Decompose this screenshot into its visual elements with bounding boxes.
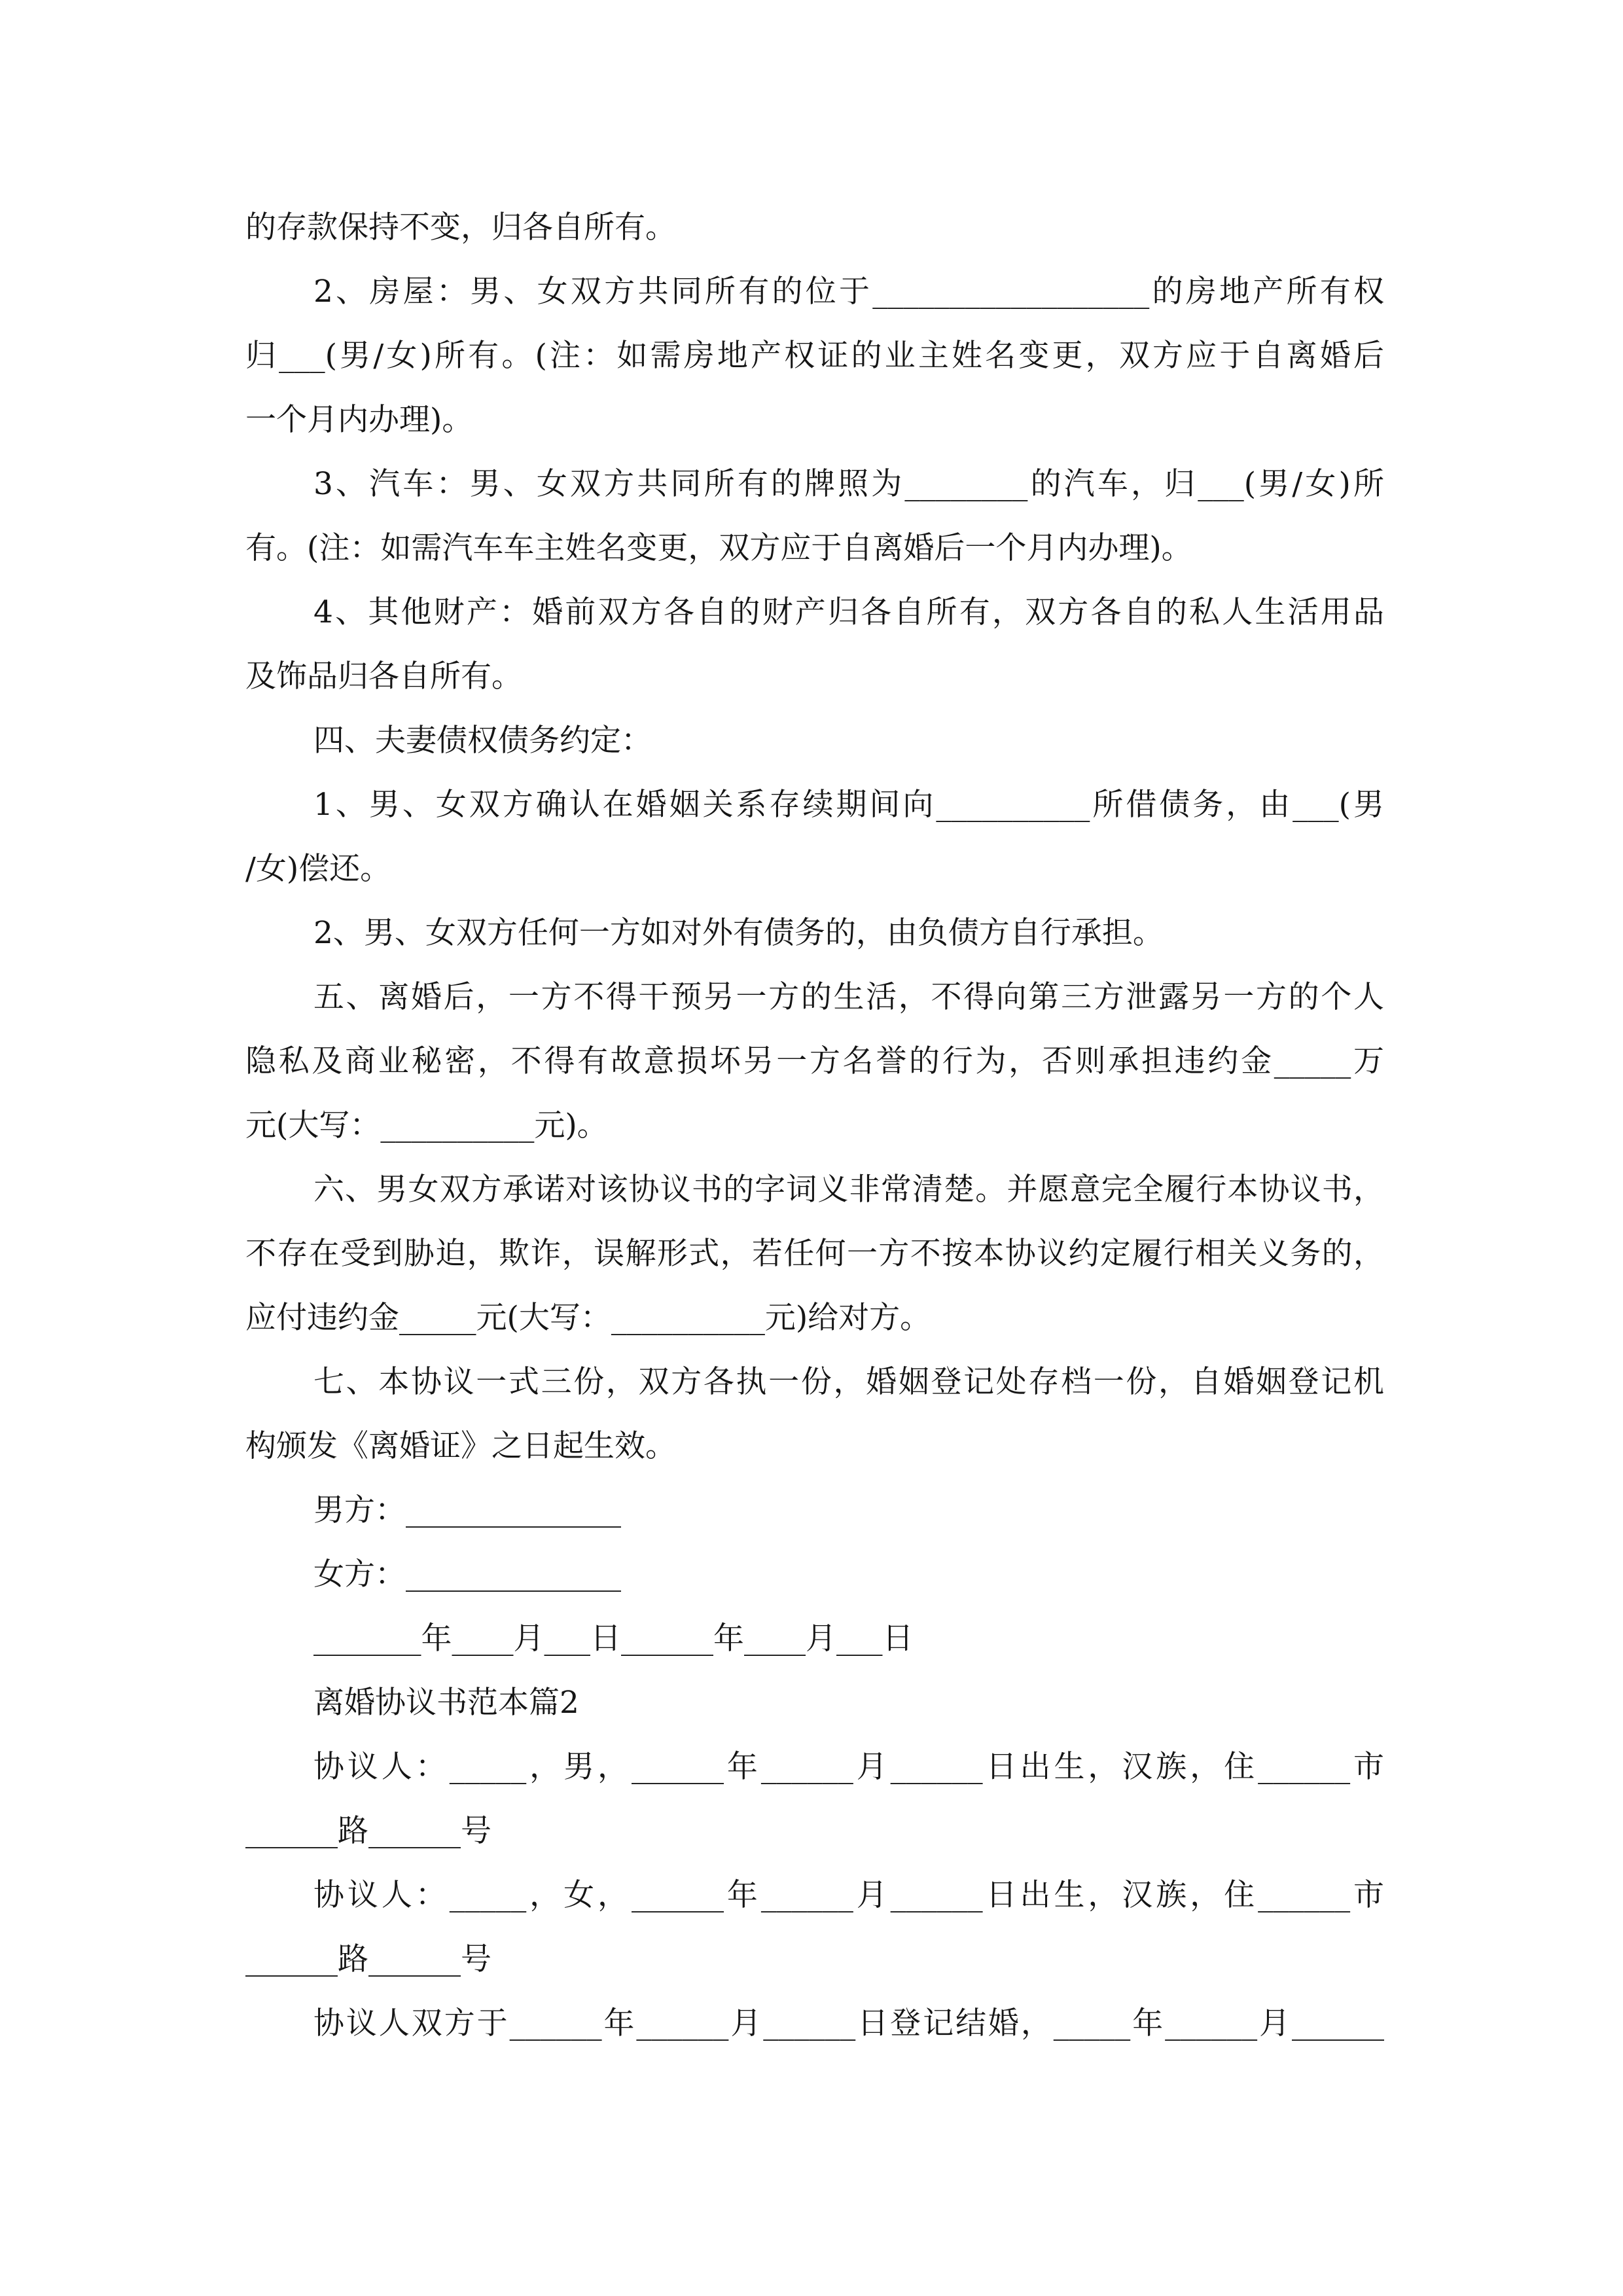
text-line: 及饰品归各自所有。 <box>245 658 522 694</box>
text-line: 元(大写：__________元)。 <box>245 1107 608 1143</box>
text-line: 2、男、女双方任何一方如对外有债务的，由负债方自行承担。 <box>313 915 1164 951</box>
text-line: /女)偿还。 <box>245 851 391 887</box>
section-title: 离婚协议书范本篇2 <box>313 1685 579 1721</box>
text-line: 归___(男/女)所有。(注：如需房地产权证的业主姓名变更，双方应于自离婚后 <box>245 338 1384 374</box>
text-line: 构颁发《离婚证》之日起生效。 <box>245 1428 676 1464</box>
text-line: 的存款保持不变，归各自所有。 <box>245 209 676 245</box>
text-line: ______路______号 <box>245 1941 491 1977</box>
signature-male: 男方：______________ <box>313 1492 621 1528</box>
text-line: 五、离婚后，一方不得干预另一方的生活，不得向第三方泄露另一方的个人 <box>313 979 1384 1015</box>
text-line: 隐私及商业秘密，不得有故意损坏另一方名誉的行为，否则承担违约金_____万 <box>245 1043 1384 1079</box>
text-line: 一个月内办理)。 <box>245 402 473 438</box>
text-line: 协议人：_____，男，______年______月______日出生，汉族，住______市 <box>313 1749 1384 1785</box>
text-line: 七、本协议一式三份，双方各执一份，婚姻登记处存档一份，自婚姻登记机 <box>313 1364 1384 1400</box>
signature-female: 女方：______________ <box>313 1556 621 1592</box>
text-line: 六、男女双方承诺对该协议书的字词义非常清楚。并愿意完全履行本协议书， <box>313 1172 1384 1208</box>
text-line: 不存在受到胁迫，欺诈，误解形式，若任何一方不按本协议约定履行相关义务的， <box>245 1236 1384 1272</box>
text-line: 协议人：_____，女，______年______月______日出生，汉族，住______市 <box>313 1877 1384 1913</box>
section-heading: 四、夫妻债权债务约定： <box>313 723 652 759</box>
text-line: 1、男、女双方确认在婚姻关系存续期间向__________所借债务，由___(男 <box>313 787 1384 823</box>
text-line: 有。(注：如需汽车车主姓名变更，双方应于自离婚后一个月内办理)。 <box>245 530 1192 566</box>
text-line: 协议人双方于______年______月______日登记结婚，_____年______月______ <box>313 2005 1384 2041</box>
signature-dates: _______年____月___日______年____月___日 <box>313 1621 914 1657</box>
text-line: 2、房屋：男、女双方共同所有的位于__________________的房地产所有权 <box>313 274 1384 310</box>
text-line: 4、其他财产：婚前双方各自的财产归各自所有，双方各自的私人生活用品 <box>313 594 1384 630</box>
text-line: 应付违约金_____元(大写：__________元)给对方。 <box>245 1300 931 1336</box>
text-line: 3、汽车：男、女双方共同所有的牌照为________的汽车，归___(男/女)所 <box>313 466 1384 502</box>
text-line: ______路______号 <box>245 1813 491 1849</box>
